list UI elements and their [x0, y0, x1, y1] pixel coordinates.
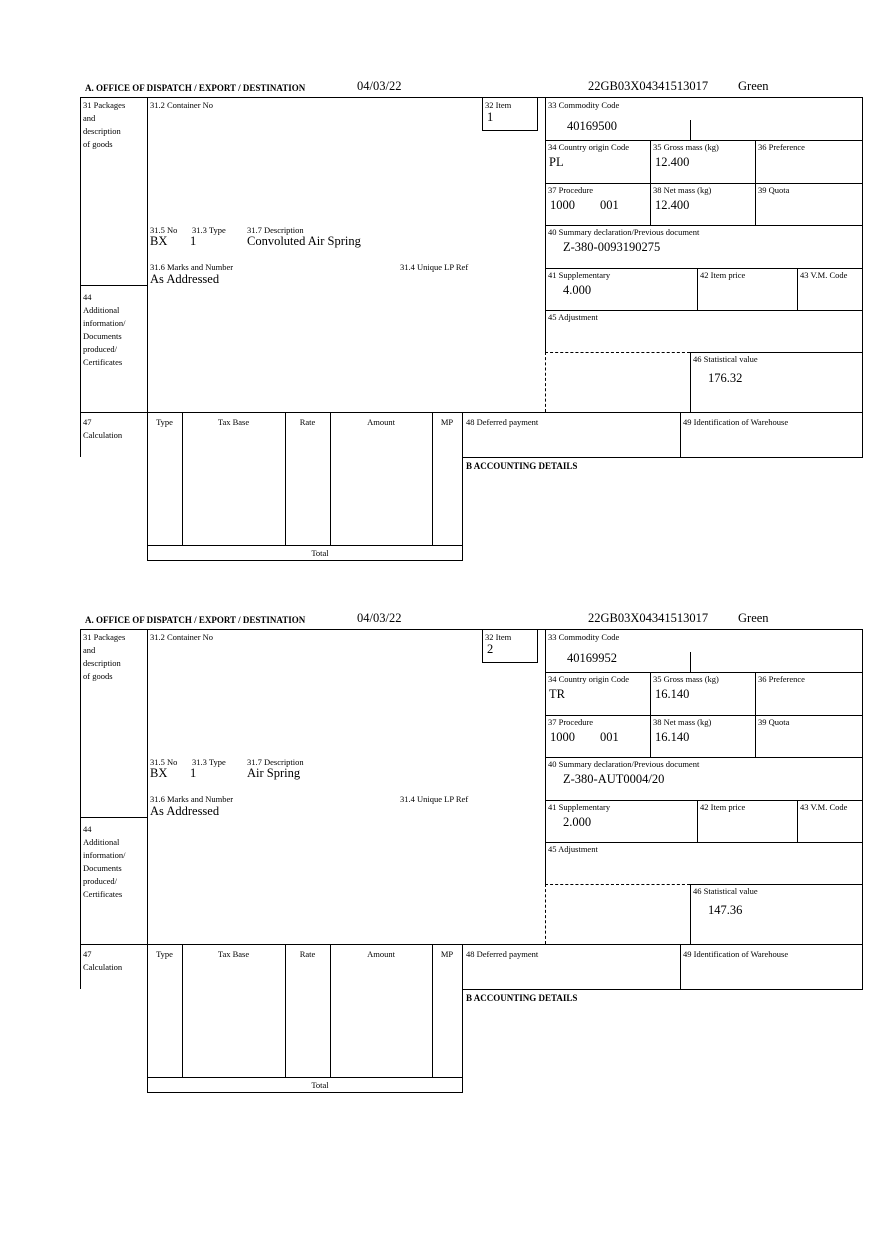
divider-35-36 — [755, 672, 756, 715]
divider-34-35 — [650, 140, 651, 183]
border-left — [80, 629, 81, 989]
divider-48-49 — [680, 412, 681, 457]
accounting-details-label: B ACCOUNTING DETAILS — [466, 993, 578, 1003]
procedure-value: 1000 — [550, 198, 575, 212]
commodity-code-value: 40169952 — [567, 651, 617, 665]
package-count-value: 1 — [190, 766, 197, 780]
tax-col-header-type: Type — [156, 417, 173, 427]
right-panel-divider-dashed — [545, 352, 546, 412]
routing-status: Green — [738, 79, 769, 93]
box44-label-line6: Certificates — [83, 357, 123, 367]
package-kind-value: BX — [150, 766, 168, 780]
box48-deferred-label: 48 Deferred payment — [466, 949, 539, 959]
left-column-separator — [80, 817, 147, 818]
box47-label-line2: Calculation — [83, 430, 123, 440]
tax-col-header-amount: Amount — [367, 417, 395, 427]
divider-41-42 — [697, 800, 698, 842]
box48-deferred-label: 48 Deferred payment — [466, 417, 539, 427]
statistical-value: 147.36 — [708, 903, 743, 917]
box48-49-bottom-border — [462, 989, 863, 990]
row-divider-37 — [545, 757, 862, 758]
border-left — [80, 97, 81, 457]
tax-col-divider-2 — [285, 412, 286, 545]
net-mass-value: 16.140 — [655, 730, 690, 744]
box35-gross-mass-label: 35 Gross mass (kg) — [653, 674, 719, 684]
item-box-left-border — [482, 629, 483, 662]
box40-summary-label: 40 Summary declaration/Previous document — [548, 227, 700, 237]
box41-supplementary-label: 41 Supplementary — [548, 802, 611, 812]
calculation-row-divider — [80, 944, 863, 945]
box45-adjustment-label: 45 Adjustment — [548, 312, 598, 322]
summary-declaration-value: Z-380-0093190275 — [563, 240, 661, 254]
mrn-number: 22GB03X04341513017 — [588, 611, 709, 625]
box34-origin-label: 34 Country origin Code — [548, 142, 629, 152]
divider-34-35 — [650, 672, 651, 715]
declaration-item-section-1 — [80, 80, 863, 580]
box49-warehouse-label: 49 Identification of Warehouse — [683, 949, 789, 959]
row-divider-40 — [545, 800, 862, 801]
declaration-date: 04/03/22 — [357, 79, 402, 93]
box47-label: 47 — [83, 417, 92, 427]
package-kind-value: BX — [150, 234, 168, 248]
row-divider-37 — [545, 225, 862, 226]
box43-vm-code-label: 43 V.M. Code — [800, 270, 848, 280]
total-row-top-border — [147, 1077, 463, 1078]
divider-35-36 — [755, 140, 756, 183]
tax-table-bottom-border — [147, 560, 463, 561]
tax-col-divider-4 — [432, 944, 433, 1077]
box31-4-unique-lp-label: 31.4 Unique LP Ref — [400, 794, 469, 804]
marks-value: As Addressed — [150, 272, 220, 286]
item-box-right-border — [537, 97, 538, 130]
goods-description-value: Air Spring — [247, 766, 301, 780]
box46-statistical-label: 46 Statistical value — [693, 354, 758, 364]
box46-left-border — [690, 884, 691, 944]
item-box-bottom-border — [482, 130, 538, 131]
declaration-date: 04/03/22 — [357, 611, 402, 625]
box44-label-line4: Documents — [83, 863, 122, 873]
row-divider-34 — [545, 715, 862, 716]
supplementary-value: 2.000 — [563, 815, 592, 829]
box47-label-line2: Calculation — [83, 962, 123, 972]
tax-col-header-rate: Rate — [299, 949, 316, 959]
office-of-dispatch-label: A. OFFICE OF DISPATCH / EXPORT / DESTINATION — [85, 615, 306, 625]
divider-37-38 — [650, 715, 651, 757]
box31-3-type-label: 31.3 Type — [192, 757, 226, 767]
box36-preference-label: 36 Preference — [758, 674, 805, 684]
row-divider-33 — [545, 140, 862, 141]
gross-mass-value: 12.400 — [655, 155, 690, 169]
box31-6-marks-label: 31.6 Marks and Number — [150, 262, 234, 272]
box39-quota-label: 39 Quota — [758, 717, 790, 727]
box38-net-mass-label: 38 Net mass (kg) — [653, 185, 712, 195]
box31-2-container-label: 31.2 Container No — [150, 100, 214, 110]
box36-preference-label: 36 Preference — [758, 142, 805, 152]
divider-42-43 — [797, 800, 798, 842]
tax-col-header-amount: Amount — [367, 949, 395, 959]
right-panel-divider-dashed — [545, 884, 546, 944]
item-box-left-border — [482, 97, 483, 130]
divider-41-42 — [697, 268, 698, 310]
total-row-top-border — [147, 545, 463, 546]
item-box-bottom-border — [482, 662, 538, 663]
box31-label-line2: and — [83, 645, 96, 655]
supplementary-value: 4.000 — [563, 283, 592, 297]
tax-col-divider-2 — [285, 944, 286, 1077]
row-divider-34 — [545, 183, 862, 184]
procedure-value: 1000 — [550, 730, 575, 744]
net-mass-value: 12.400 — [655, 198, 690, 212]
procedure-additional-value: 001 — [600, 198, 619, 212]
mrn-number: 22GB03X04341513017 — [588, 79, 709, 93]
gross-mass-value: 16.140 — [655, 687, 690, 701]
tax-col-divider-1 — [182, 412, 183, 545]
border-top — [80, 97, 863, 98]
statistical-value: 176.32 — [708, 371, 743, 385]
box49-warehouse-label: 49 Identification of Warehouse — [683, 417, 789, 427]
box41-supplementary-label: 41 Supplementary — [548, 270, 611, 280]
commodity-code-value: 40169500 — [567, 119, 617, 133]
tax-table-right-border — [462, 412, 463, 560]
declaration-item-section-2 — [80, 612, 863, 1112]
item-number-value: 1 — [487, 110, 494, 124]
border-right — [862, 629, 863, 989]
box47-label: 47 — [83, 949, 92, 959]
row-divider-41 — [545, 310, 862, 311]
commodity-code-subdivider — [690, 120, 691, 140]
routing-status: Green — [738, 611, 769, 625]
box42-item-price-label: 42 Item price — [700, 270, 746, 280]
divider-42-43 — [797, 268, 798, 310]
box31-6-marks-label: 31.6 Marks and Number — [150, 794, 234, 804]
total-label: Total — [311, 1080, 329, 1090]
row-divider-40 — [545, 268, 862, 269]
box46-top-border — [690, 884, 862, 885]
box46-top-border — [690, 352, 862, 353]
box44-label-line2: Additional — [83, 837, 120, 847]
tax-col-divider-3 — [330, 944, 331, 1077]
left-column-separator — [80, 285, 147, 286]
box44-label-line6: Certificates — [83, 889, 123, 899]
tax-col-header-mp: MP — [440, 417, 454, 427]
box31-2-container-label: 31.2 Container No — [150, 632, 214, 642]
box46-left-border — [690, 352, 691, 412]
tax-table-bottom-border — [147, 1092, 463, 1093]
box31-label: 31 Packages — [83, 632, 126, 642]
box44-label-line3: information/ — [83, 318, 126, 328]
box37-procedure-label: 37 Procedure — [548, 717, 594, 727]
country-origin-value: PL — [549, 155, 564, 169]
box31-5-no-label: 31.5 No — [150, 225, 178, 235]
tax-col-header-type: Type — [156, 949, 173, 959]
box33-commodity-label: 33 Commodity Code — [548, 100, 620, 110]
box44-label: 44 — [83, 824, 92, 834]
goods-description-value: Convoluted Air Spring — [247, 234, 361, 248]
box31-label-line4: of goods — [83, 671, 113, 681]
box35-gross-mass-label: 35 Gross mass (kg) — [653, 142, 719, 152]
office-of-dispatch-label: A. OFFICE OF DISPATCH / EXPORT / DESTINATION — [85, 83, 306, 93]
box31-label-line3: description — [83, 658, 121, 668]
box31-label-line3: description — [83, 126, 121, 136]
tax-col-divider-4 — [432, 412, 433, 545]
box46-dashed-top — [545, 352, 690, 353]
box38-net-mass-label: 38 Net mass (kg) — [653, 717, 712, 727]
box40-summary-label: 40 Summary declaration/Previous document — [548, 759, 700, 769]
box31-7-description-label: 31.7 Description — [247, 225, 304, 235]
border-top — [80, 629, 863, 630]
box34-origin-label: 34 Country origin Code — [548, 674, 629, 684]
box48-49-bottom-border — [462, 457, 863, 458]
item-number-value: 2 — [487, 642, 494, 656]
country-origin-value: TR — [549, 687, 565, 701]
total-label: Total — [311, 548, 329, 558]
tax-col-header-base: Tax Base — [217, 417, 250, 427]
left-column-divider — [147, 629, 148, 1092]
box44-label-line2: Additional — [83, 305, 120, 315]
box44-label-line3: information/ — [83, 850, 126, 860]
box44-label-line4: Documents — [83, 331, 122, 341]
calculation-row-divider — [80, 412, 863, 413]
box45-adjustment-label: 45 Adjustment — [548, 844, 598, 854]
package-count-value: 1 — [190, 234, 197, 248]
commodity-code-subdivider — [690, 652, 691, 672]
tax-table-right-border — [462, 944, 463, 1092]
tax-col-divider-3 — [330, 412, 331, 545]
row-divider-41 — [545, 842, 862, 843]
summary-declaration-value: Z-380-AUT0004/20 — [563, 772, 665, 786]
box31-7-description-label: 31.7 Description — [247, 757, 304, 767]
box42-item-price-label: 42 Item price — [700, 802, 746, 812]
divider-48-49 — [680, 944, 681, 989]
tax-col-divider-1 — [182, 944, 183, 1077]
box31-label-line2: and — [83, 113, 96, 123]
row-divider-33 — [545, 672, 862, 673]
box43-vm-code-label: 43 V.M. Code — [800, 802, 848, 812]
divider-38-39 — [755, 183, 756, 225]
tax-col-header-mp: MP — [440, 949, 454, 959]
box44-label-line5: produced/ — [83, 876, 117, 886]
accounting-details-label: B ACCOUNTING DETAILS — [466, 461, 578, 471]
box44-label-line5: produced/ — [83, 344, 117, 354]
box46-dashed-top — [545, 884, 690, 885]
box31-4-unique-lp-label: 31.4 Unique LP Ref — [400, 262, 469, 272]
box39-quota-label: 39 Quota — [758, 185, 790, 195]
border-right — [862, 97, 863, 457]
box44-label: 44 — [83, 292, 92, 302]
left-column-divider — [147, 97, 148, 560]
box31-label: 31 Packages — [83, 100, 126, 110]
box46-statistical-label: 46 Statistical value — [693, 886, 758, 896]
box31-3-type-label: 31.3 Type — [192, 225, 226, 235]
box31-label-line4: of goods — [83, 139, 113, 149]
box32-item-label: 32 Item — [485, 100, 512, 110]
box31-5-no-label: 31.5 No — [150, 757, 178, 767]
marks-value: As Addressed — [150, 804, 220, 818]
box32-item-label: 32 Item — [485, 632, 512, 642]
divider-37-38 — [650, 183, 651, 225]
tax-col-header-base: Tax Base — [217, 949, 250, 959]
item-box-right-border — [537, 629, 538, 662]
tax-col-header-rate: Rate — [299, 417, 316, 427]
box37-procedure-label: 37 Procedure — [548, 185, 594, 195]
box33-commodity-label: 33 Commodity Code — [548, 632, 620, 642]
procedure-additional-value: 001 — [600, 730, 619, 744]
divider-38-39 — [755, 715, 756, 757]
